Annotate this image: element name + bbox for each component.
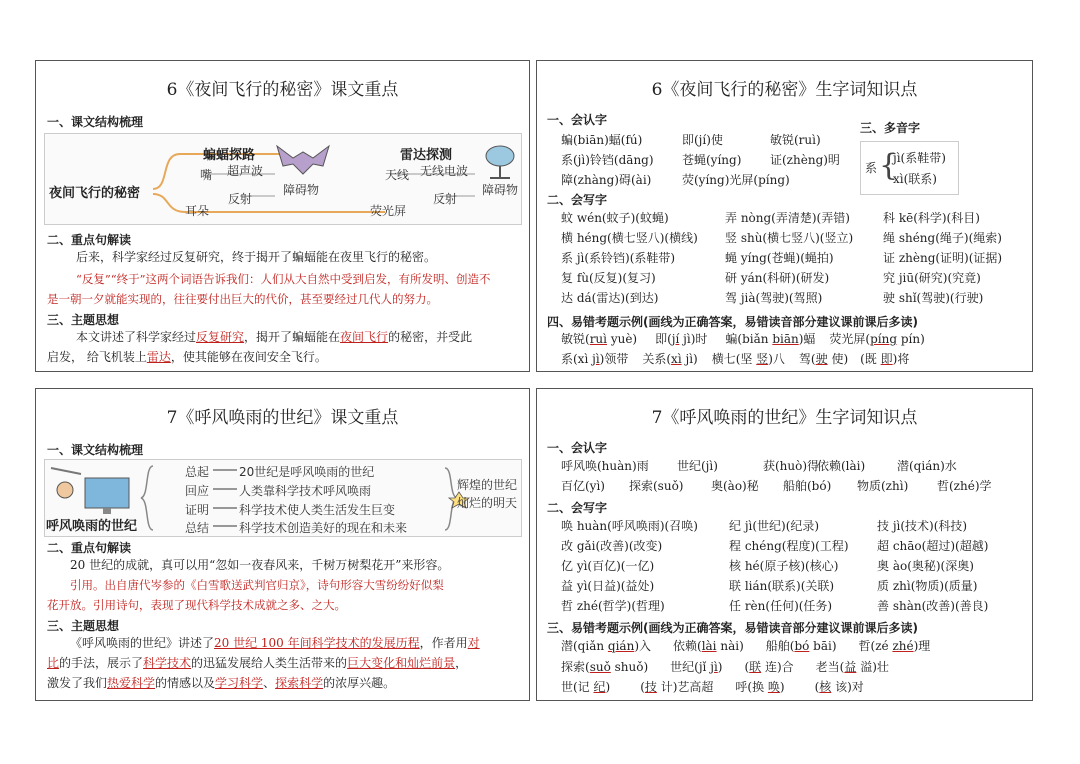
word-item: 程 chéng(程度)(工程)	[729, 539, 849, 553]
theme-line-2: 比的手法，展示了科学技术的迅猛发展给人类生活带来的巨大变化和灿烂前景，	[47, 656, 468, 670]
key-sentence: 后来，科学家经过反复研究，终于揭开了蝙蝠能在夜里飞行的秘密。	[76, 250, 437, 264]
key-sentence: 20 世纪的成就，真可以用“忽如一夜春风来，千树万树梨花开”来形容。	[70, 558, 450, 572]
label-ear: 耳朵	[185, 204, 210, 218]
label-summary: 总结	[185, 521, 210, 535]
word-item: 蚊 wén(蚊子)(蚊蝇)	[561, 211, 669, 225]
sentence-note-2: 花开放。引用诗句，表现了现代科学技术成就之多、之大。	[47, 598, 346, 612]
point-2: 人类靠科学技术呼风唤雨	[239, 484, 372, 498]
word-item: 证(zhèng)明	[770, 153, 840, 167]
word-item: 船舶(bó)	[783, 479, 832, 493]
section-heading: 一、课文结构梳理	[47, 443, 144, 457]
word-item: 驶 shǐ(驾驶)(行驶)	[883, 291, 984, 305]
conclusion-1: 辉煌的世纪	[457, 478, 518, 492]
word-item: 唤 huàn(呼风唤雨)(召唤)	[561, 519, 698, 533]
word-item: 研 yán(科研)(研发)	[725, 271, 830, 285]
sentence-note-2: 是一朝一夕就能实现的，往往要付出巨大的代价，甚至要经过几代人的努力。	[47, 292, 438, 306]
panel-title: 7《呼风唤雨的世纪》课文重点	[166, 408, 399, 428]
polyphone-box	[860, 141, 959, 195]
label-screen: 荧光屏	[370, 204, 407, 218]
error-row-1: 潜(qiǎn qián)入 依赖(lài nài) 船舶(bó bāi) 哲(zé zhé)理	[561, 639, 931, 653]
word-item: 探索(suǒ)	[629, 479, 684, 493]
section-heading: 一、会认字	[547, 441, 608, 455]
word-item: 益 yì(日益)(益处)	[561, 579, 655, 593]
conclusion-2: 灿烂的明天	[457, 496, 518, 510]
word-item: 科 kē(科学)(科目)	[883, 211, 980, 225]
word-item: 亿 yì(百亿)(一亿)	[561, 559, 655, 573]
label-obstacle-2: 障碍物	[482, 183, 519, 197]
word-item: 善 shàn(改善)(善良)	[877, 599, 989, 613]
polyphone-reading-2: xì(联系)	[893, 172, 937, 186]
label-mouth: 嘴	[200, 168, 213, 182]
theme-line-2: 启发， 给飞机装上雷达，使其能够在夜间安全飞行。	[47, 350, 327, 364]
theme-line-3: 激发了我们热爱科学的情感以及学习科学、探索科学的浓厚兴趣。	[47, 676, 396, 690]
radar-dish-icon	[486, 146, 514, 178]
error-row-2: 系(xì jì)领带 关系(xì jì) 横七(坚 竖)八 驾(驶 使) (既 即)将	[561, 352, 910, 366]
word-item: 蝇 yíng(苍蝇)(蝇拍)	[725, 251, 834, 265]
word-item: 改 gǎi(改善)(改变)	[561, 539, 663, 553]
section-heading: 一、会认字	[547, 113, 608, 127]
theme-line-1: 本文讲述了科学家经过反复研究，揭开了蝙蝠能在夜间飞行的秘密，并受此	[76, 330, 473, 344]
panel-lesson7-key-points	[35, 388, 530, 701]
word-item: 呼风唤(huàn)雨	[561, 459, 649, 473]
label-reflect-2: 反射	[433, 192, 458, 206]
error-row-1: 敏锐(ruì yuè) 即(jí jì)时 蝙(biǎn biān)蝠 荧光屏(píng pín)	[561, 332, 925, 346]
word-item: 苍蝇(yíng)	[682, 153, 742, 167]
word-item: 依赖(lài)	[817, 459, 866, 473]
word-item: 物质(zhì)	[857, 479, 909, 493]
word-item: 弄 nòng(弄清楚)(弄错)	[725, 211, 850, 225]
section-heading: 一、课文结构梳理	[47, 115, 144, 129]
theme-line-1: 《呼风唤雨的世纪》讲述了20 世纪 100 年间科学技术的发展历程，作者用对	[70, 636, 480, 650]
label-radio-wave: 无线电波	[420, 164, 469, 178]
word-item: 证 zhèng(证明)(证据)	[883, 251, 1003, 265]
word-item: 核 hé(原子核)(核心)	[729, 559, 839, 573]
bat-branch-title: 蝙蝠探路	[203, 148, 256, 163]
word-item: 系 jì(系铃铛)(系鞋带)	[561, 251, 676, 265]
sentence-note-1: 引用。出自唐代岑参的《白雪歌送武判官归京》，诗句形容大雪纷纷好似梨	[70, 578, 444, 592]
label-reflect-1: 反射	[228, 192, 253, 206]
word-item: 百亿(yì)	[561, 479, 605, 493]
label-antenna: 天线	[385, 168, 410, 182]
panel-title: 7《呼风唤雨的世纪》生字词知识点	[651, 408, 918, 428]
section-heading: 二、会写字	[547, 193, 608, 207]
word-item: 横 héng(横七竖八)(横线)	[561, 231, 698, 245]
word-item: 纪 jì(世纪)(纪录)	[729, 519, 820, 533]
section-heading: 三、主题思想	[47, 619, 120, 633]
word-item: 任 rèn(任何)(任务)	[729, 599, 833, 613]
label-respond: 回应	[185, 484, 210, 498]
point-3: 科学技术使人类生活发生巨变	[239, 503, 396, 517]
word-item: 哲 zhé(哲学)(哲理)	[561, 599, 665, 613]
section-heading: 二、会写字	[547, 501, 608, 515]
word-item: 奥(ào)秘	[711, 479, 759, 493]
word-item: 究 jiū(研究)(究竟)	[883, 271, 981, 285]
word-item: 绳 shéng(绳子)(绳索)	[883, 231, 1002, 245]
brace-icon: {	[879, 148, 899, 183]
structure-diagram	[44, 133, 522, 225]
word-item: 达 dá(雷达)(到达)	[561, 291, 659, 305]
word-item: 即(jí)使	[682, 133, 723, 147]
word-item: 敏锐(ruì)	[770, 133, 821, 147]
section-heading: 三、多音字	[860, 121, 921, 135]
word-item: 超 chāo(超过)(超越)	[877, 539, 989, 553]
word-item: 哲(zhé)学	[937, 479, 992, 493]
panel-lesson7-vocab	[536, 388, 1033, 701]
word-item: 质 zhì(物质)(质量)	[877, 579, 978, 593]
computer-icon	[51, 468, 129, 514]
label-prove: 证明	[185, 503, 210, 517]
word-item: 技 jì(技术)(科技)	[877, 519, 968, 533]
panel-lesson6-key-points	[35, 60, 530, 372]
word-item: 复 fù(反复)(复习)	[561, 271, 656, 285]
diagram-center: 夜间飞行的秘密	[49, 186, 141, 201]
sentence-note-1: “反复”“终于”这两个词语告诉我们：人们从大自然中受到启发，有所发明、创造不	[76, 272, 491, 286]
polyphone-reading-1: jì(系鞋带)	[893, 151, 946, 165]
section-heading: 二、重点句解读	[47, 541, 132, 555]
word-item: 荧(yíng)光屏(píng)	[682, 173, 790, 187]
label-ultrasound: 超声波	[227, 164, 264, 178]
word-item: 障(zhàng)碍(ài)	[561, 173, 652, 187]
word-item: 奥 ào(奥秘)(深奥)	[877, 559, 974, 573]
radar-branch-title: 雷达探测	[400, 148, 453, 163]
word-item: 联 lián(联系)(关联)	[729, 579, 835, 593]
section-heading: 二、重点句解读	[47, 233, 132, 247]
section-heading: 四、易错考题示例(画线为正确答案，易错读音部分建议课前课后多读)	[547, 315, 918, 329]
word-item: 世纪(jì)	[677, 459, 718, 473]
panel-title: 6《夜间飞行的秘密》生字词知识点	[651, 80, 918, 100]
bat-icon	[277, 146, 329, 174]
word-item: 获(huò)得	[763, 459, 820, 473]
panel-lesson6-vocab	[536, 60, 1033, 372]
word-item: 竖 shù(横七竖八)(竖立)	[725, 231, 854, 245]
point-1: 20世纪是呼风唤雨的世纪	[239, 465, 375, 479]
word-item: 驾 jià(驾驶)(驾照)	[725, 291, 823, 305]
diagram-center: 呼风唤雨的世纪	[46, 515, 137, 534]
word-item: 蝙(biān)蝠(fú)	[561, 133, 643, 147]
word-item: 潜(qián)水	[897, 459, 957, 473]
error-row-2: 探索(suǒ shuǒ) 世纪(jǐ jì) (联 连)合 老当(益 溢)壮	[561, 660, 889, 674]
section-heading: 三、主题思想	[47, 313, 120, 327]
error-row-3: 世(记 纪) (技 计)艺高超 呼(换 唤) (核 该)对	[561, 680, 864, 694]
label-obstacle-1: 障碍物	[283, 183, 320, 197]
section-heading: 三、易错考题示例(画线为正确答案，易错读音部分建议课前课后多读)	[547, 621, 918, 635]
point-4: 科学技术创造美好的现在和未来	[239, 521, 408, 535]
label-intro: 总起	[185, 465, 210, 479]
word-item: 系(jì)铃铛(dāng)	[561, 153, 654, 167]
polyphone-char: 系	[865, 161, 878, 175]
panel-title: 6《夜间飞行的秘密》课文重点	[166, 80, 399, 100]
